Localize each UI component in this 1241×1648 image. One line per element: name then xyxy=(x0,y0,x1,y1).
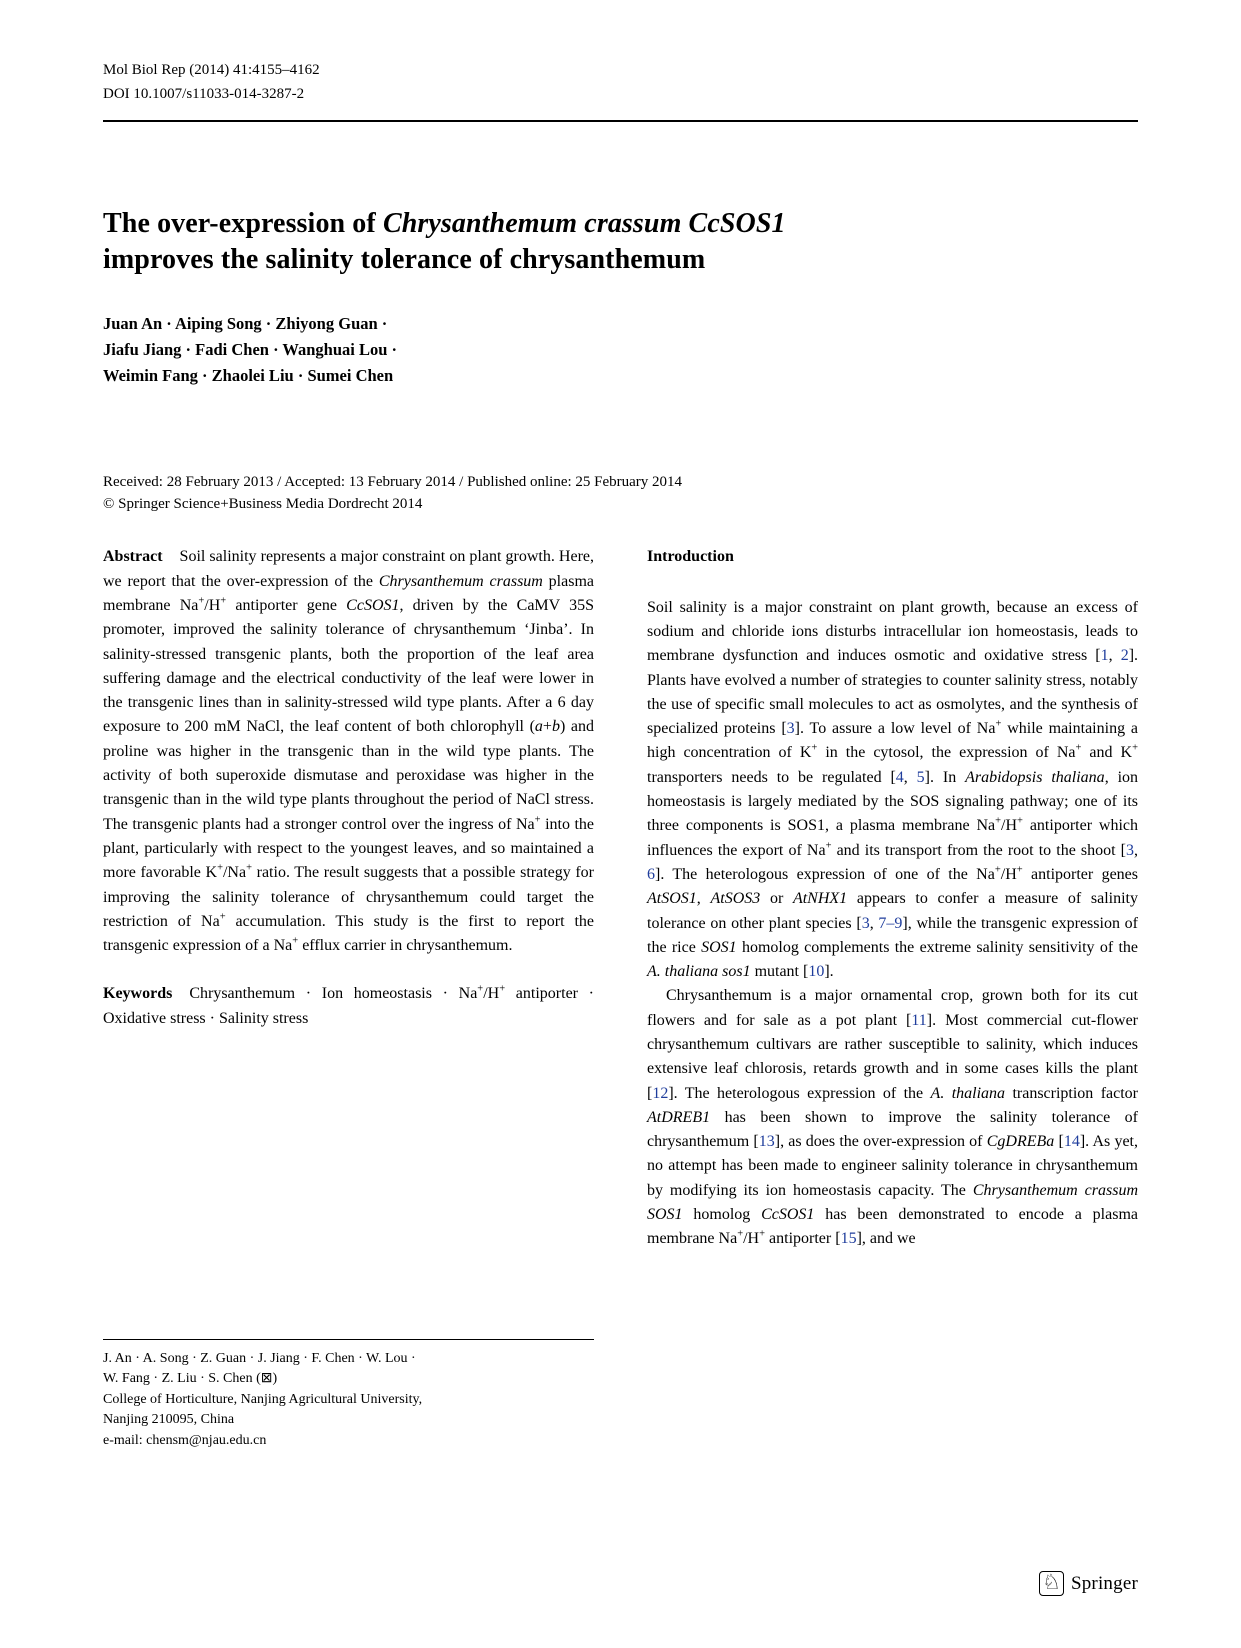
right-column xyxy=(647,545,1138,1451)
title-line-2: improves the salinity tolerance of chrysanthemum xyxy=(103,244,706,276)
keywords-text: Chrysanthemum · Ion homeostasis · Na+/H+ antiporter · Oxidative stress · Salinity stress xyxy=(103,984,594,1027)
article-title xyxy=(103,206,1138,279)
reference-link[interactable]: 2 xyxy=(1120,647,1129,665)
reference-link[interactable]: 12 xyxy=(652,1084,669,1102)
publisher-logo xyxy=(1039,1571,1138,1596)
email-link[interactable]: e-mail: chensm@njau.edu.cn xyxy=(103,1432,267,1448)
doi: DOI 10.1007/s11033-014-3287-2 xyxy=(103,86,305,102)
springer-horse-icon: ♘ xyxy=(1039,1571,1064,1596)
left-column xyxy=(103,545,594,1451)
author-list xyxy=(103,311,1138,389)
reference-link[interactable]: 13 xyxy=(758,1133,775,1151)
reference-link[interactable]: 1 xyxy=(1100,647,1109,665)
section-heading-introduction: Introduction xyxy=(647,548,734,566)
author-line: Juan An · Aiping Song · Zhiyong Guan · xyxy=(103,313,388,333)
footnote-author-line: J. An · A. Song · Z. Guan · J. Jiang · F. Chen · W. Lou · xyxy=(103,1350,416,1366)
footnote-author-line: W. Fang · Z. Liu · S. Chen (⊠) xyxy=(103,1371,278,1387)
author-footnote xyxy=(103,1339,594,1452)
footnote-affiliation-line: College of Horticulture, Nanjing Agricultural University, xyxy=(103,1391,423,1407)
page-header xyxy=(103,60,1138,122)
reference-link[interactable]: 4 xyxy=(895,768,904,786)
abstract-text: Soil salinity represents a major constraint on plant growth. Here, we report that the over-expression of the Chrysanthemum crassum plasma membrane Na+/H+ antiporter gene CcSOS1, driven by the CaMV 35S promoter, improved the salinity tolerance of chrysanthemum ‘Jinba’. In salinity-stressed transgenic plants, both the proportion of the leaf area suffering damage and the electrical conductivity of the leaf were lower in the transgenic lines than in salinity-stressed wild type plants. After a 6 day exposure to 200 mM NaCl, the leaf content of both chlorophyll (a+b) and proline was higher in the transgenic than in the wild type plants. The activity of both superoxide dismutase and peroxidase was higher in the transgenic than in the wild type plants throughout the period of NaCl stress. The transgenic plants had a stronger control over the ingress of Na+ into the plant, particularly with respect to the youngest leaves, and so maintained a more favorable K+/Na+ ratio. The result suggests that a possible strategy for improving the salinity tolerance of chrysanthemum could target the restriction of Na+ accumulation. This study is the first to report the transgenic expression of a Na+ efflux carrier in chrysanthemum. xyxy=(103,548,595,955)
abstract-section xyxy=(103,545,594,958)
introduction-paragraph-2: Chrysanthemum is a major ornamental crop, grown both for its cut flowers and for sale as a pot plant [11]. Most commercial cut-flower chrysanthemum cultivars are rather susceptible to salinity, which induces extensive leaf chlorosis, retards growth and in some cases kills the plant [12]. The heterologous expression of the A. thaliana transcription factor AtDREB1 has been shown to improve the salinity tolerance of chrysanthemum [13], as does the over-expression of CgDREBa [14]. As yet, no attempt has been made to engineer salinity tolerance in chrysanthemum by modifying its ion homeostasis capacity. The Chrysanthemum crassum SOS1 homolog CcSOS1 has been demonstrated to encode a plasma membrane Na+/H+ antiporter [15], and we xyxy=(647,987,1138,1248)
copyright-line: © Springer Science+Business Media Dordrecht 2014 xyxy=(103,496,423,513)
reference-link[interactable]: 3 xyxy=(1126,841,1134,859)
reference-link[interactable]: 3 xyxy=(786,720,795,738)
reference-link[interactable]: 3 xyxy=(861,914,870,932)
reference-link[interactable]: 5 xyxy=(916,768,925,786)
publisher-name: Springer xyxy=(1070,1572,1138,1594)
footnote-affiliation-line: Nanjing 210095, China xyxy=(103,1412,235,1428)
received-accepted-line: Received: 28 February 2013 / Accepted: 13 February 2014 / Published online: 25 February 2014 xyxy=(103,473,683,490)
header-divider xyxy=(103,120,1138,122)
author-line: Jiafu Jiang · Fadi Chen · Wanghuai Lou · xyxy=(103,339,398,359)
article-history xyxy=(103,471,1138,515)
reference-link[interactable]: 10 xyxy=(808,963,825,981)
abstract-label: Abstract xyxy=(103,548,163,566)
title-line-1: The over-expression of Chrysanthemum crassum CcSOS1 xyxy=(103,208,786,239)
reference-link[interactable]: 11 xyxy=(911,1011,927,1029)
two-column-body xyxy=(103,545,1138,1451)
reference-link[interactable]: 15 xyxy=(840,1230,857,1248)
reference-link[interactable]: 6 xyxy=(647,865,655,883)
reference-link[interactable]: 14 xyxy=(1063,1133,1080,1151)
keywords-section xyxy=(103,982,594,1031)
reference-link[interactable]: 7–9 xyxy=(878,914,903,932)
author-line: Weimin Fang · Zhaolei Liu · Sumei Chen xyxy=(103,365,394,385)
keywords-label: Keywords xyxy=(103,985,173,1003)
introduction-paragraph-1: Soil salinity is a major constraint on plant growth, because an excess of sodium and chloride ions disturbs intracellular ion homeostasis, leads to membrane dysfunction and induces osmotic and oxidative stress [1, 2]. Plants have evolved a number of strategies to counter salinity stress, notably the use of specific small molecules to act as osmolytes, and the synthesis of specialized proteins [3]. To assure a low level of Na+ while maintaining a high concentration of K+ in the cytosol, the expression of Na+ and K+ transporters needs to be regulated [4, 5]. In Arabidopsis thaliana, ion homeostasis is largely mediated by the SOS signaling pathway; one of its three components is SOS1, a plasma membrane Na+/H+ antiporter which influences the export of Na+ and its transport from the root to the shoot [3, 6]. The heterologous expression of one of the Na+/H+ antiporter genes AtSOS1, AtSOS3 or AtNHX1 appears to confer a measure of salinity tolerance on other plant species [3, 7–9], while the transgenic expression of the rice SOS1 homolog complements the extreme salinity sensitivity of the A. thaliana sos1 mutant [10]. xyxy=(647,598,1138,981)
journal-citation: Mol Biol Rep (2014) 41:4155–4162 xyxy=(103,62,320,78)
